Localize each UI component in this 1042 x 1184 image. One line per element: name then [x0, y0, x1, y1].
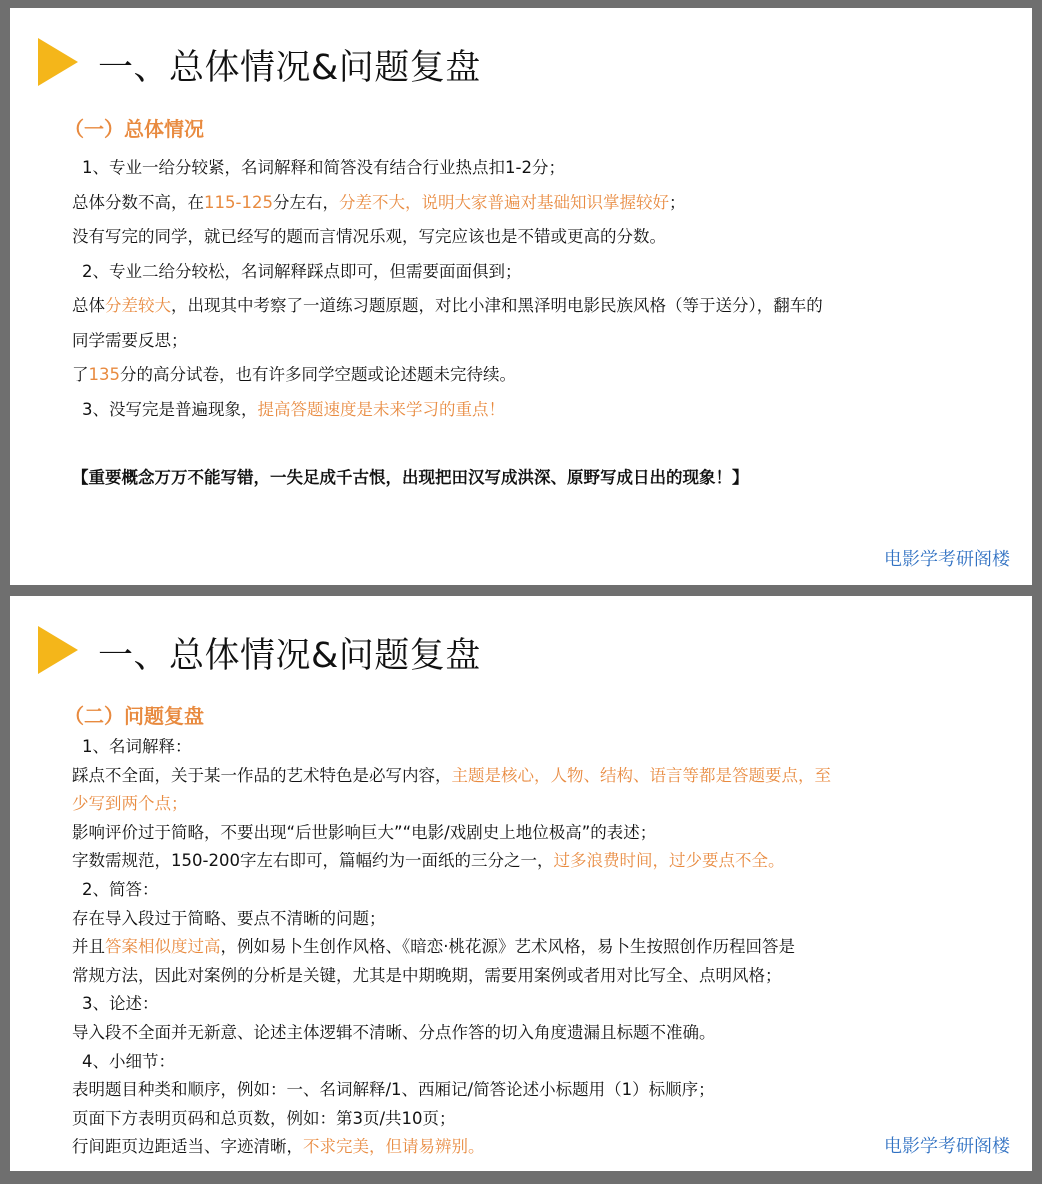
text-span: 3、没写完是普遍现象，: [82, 399, 258, 419]
play-triangle-icon: [38, 626, 78, 674]
text-span: ，例如易卜生创作风格、《暗恋·桃花源》艺术风格，易卜生按照创作历程回答是: [220, 937, 795, 957]
slide-title: 一、总体情况&问题复盘: [98, 636, 481, 676]
text-line: 2、简答：: [82, 879, 159, 899]
text-line: 2、专业二给分较松，名词解释踩点即可，但需要面面俱到；: [82, 261, 522, 281]
slide-body: [72, 151, 972, 496]
text-line: [72, 847, 972, 876]
slide-2: [10, 596, 1032, 1171]
highlight-text: 115-125: [204, 192, 273, 212]
text-line: 同学需要反思；: [72, 330, 188, 350]
text-span: 并且: [72, 937, 105, 957]
highlight-text: 提高答题速度是未来学习的重点！: [257, 399, 505, 419]
text-line: 4、小细节：: [82, 1051, 175, 1071]
important-note: 【重要概念万万不能写错，一失足成千古恨，出现把田汉写成洪深、原野写成日出的现象！】: [72, 468, 749, 487]
text-span: ，出现其中考察了一道练习题原题，对比小津和黑泽明电影民族风格（等于送分），翻车的: [171, 296, 823, 315]
text-span: 踩点不全面，关于某一作品的艺术特色是必写内容，: [72, 765, 452, 785]
text-line: 常规方法，因此对案例的分析是关键，尤其是中期晚期，需要用案例或者用对比写全、点明风格；: [72, 965, 782, 985]
text-line: [72, 186, 972, 221]
highlight-text: 答案相似度过高: [105, 937, 221, 957]
text-line: [72, 762, 972, 791]
text-span: 分的高分试卷，也有许多同学空题或论述题未完待续。: [120, 365, 516, 384]
text-line: 页面下方表明页码和总页数，例如：第3页/共10页；: [72, 1108, 456, 1128]
text-line: 3、论述：: [82, 994, 159, 1014]
text-span: 行间距页边距适当、字迹清晰，: [72, 1137, 303, 1157]
text-line: [72, 1133, 972, 1162]
text-line: 存在导入段过于简略、要点不清晰的问题；: [72, 908, 386, 928]
footer-brand: 电影学考研阁楼: [884, 549, 1010, 570]
text-line: [72, 289, 972, 324]
text-line: 1、专业一给分较紧，名词解释和简答没有结合行业热点扣1-2分；: [82, 158, 565, 177]
text-line: 影响评价过于简略，不要出现“后世影响巨大”“电影/戏剧史上地位极高”的表述；: [72, 822, 657, 842]
slide-1: [10, 8, 1032, 585]
text-span: ；: [668, 192, 686, 212]
text-span: 字数需规范，150-200字左右即可，篇幅约为一面纸的三分之一，: [72, 851, 554, 871]
highlight-text: 135: [88, 365, 120, 384]
highlight-text: 过多浪费时间，过少要点不全。: [553, 851, 785, 871]
highlight-text: 分差较大: [105, 296, 171, 315]
section-subtitle: （一）总体情况: [64, 117, 204, 141]
highlight-text: 分差不大，说明大家普遍对基础知识掌握较好: [338, 192, 669, 212]
section-subtitle: （二）问题复盘: [64, 704, 204, 728]
text-line: 表明题目种类和顺序，例如：一、名词解释/1、西厢记/简答论述小标题用（1）标顺序；: [72, 1080, 715, 1100]
spacer: [72, 427, 972, 461]
play-triangle-icon: [38, 38, 78, 86]
text-line: [72, 933, 972, 962]
text-span: 分左右，: [272, 192, 339, 212]
text-span: 总体分数不高，在: [72, 192, 204, 212]
highlight-line: 少写到两个点；: [72, 794, 188, 814]
text-line: [72, 358, 972, 393]
highlight-text: 不求完美，但请易辨别。: [303, 1137, 485, 1157]
text-line: 导入段不全面并无新意、论述主体逻辑不清晰、分点作答的切入角度遗漏且标题不准确。: [72, 1022, 716, 1042]
text-span: 了: [72, 365, 89, 384]
highlight-text: 主题是核心，人物、结构、语言等都是答题要点，至: [451, 765, 831, 785]
slide-title: 一、总体情况&问题复盘: [98, 48, 481, 88]
slide-body: [72, 733, 972, 1162]
text-line: 没有写完的同学，就已经写的题而言情况乐观，写完应该也是不错或更高的分数。: [72, 227, 666, 246]
text-span: 总体: [72, 296, 105, 315]
footer-brand: 电影学考研阁楼: [884, 1136, 1010, 1157]
text-line: 1、名词解释：: [82, 737, 192, 756]
text-line: [72, 393, 972, 428]
